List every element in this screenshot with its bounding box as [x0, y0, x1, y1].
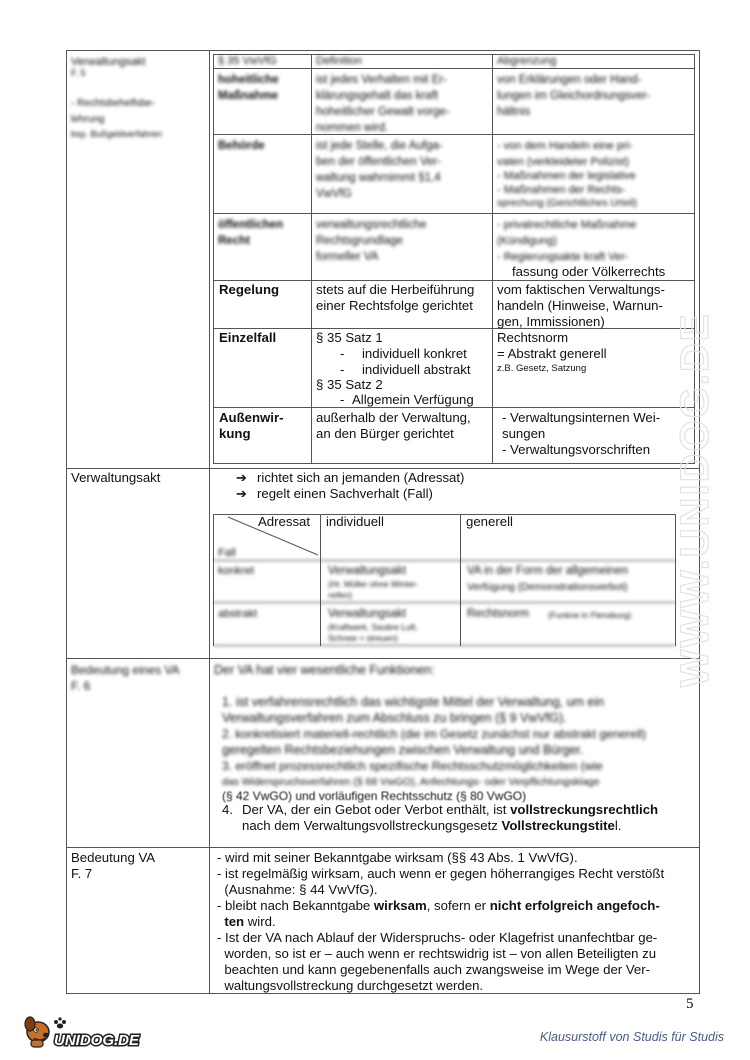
term-regelung: Regelung: [219, 282, 280, 297]
cell-text: Verwaltungsakt: [328, 565, 406, 577]
definition: formeller VA: [316, 251, 379, 263]
row-label: abstrakt: [218, 608, 258, 620]
header-generell: generell: [466, 514, 513, 529]
list-item: 2. konkretisiert materiell-rechtlich (die im Gesetz zunächst nur abstrakt generell): [222, 727, 647, 741]
border: [209, 847, 210, 993]
section-sub: lehrung: [71, 114, 105, 125]
definition: nommen wird.: [316, 122, 389, 134]
table-header: § 35 VwVfG: [218, 55, 277, 67]
section-title: Verwaltungsakt: [71, 56, 146, 68]
abgrenzung: vaten (verkleideter Polizist): [497, 156, 630, 168]
definition: -: [340, 392, 345, 407]
section-sub: F. 7: [71, 866, 93, 881]
cell-text: (Kraftwerk, Saubre Luft,: [328, 622, 418, 632]
definition: § 35 Satz 2: [316, 377, 383, 392]
cell-text: (Hr. Müller ohne Winter-: [328, 579, 419, 589]
svg-text:WWW.UNIDOG.DE: WWW.UNIDOG.DE: [673, 312, 717, 688]
abgrenzung: - Regierungsakte kraft Ver-: [497, 251, 629, 263]
unidog-logo: [22, 1012, 157, 1053]
list-item: worden, so ist er – auch wenn er rechtswidrig ist – von allen Beteiligten zu: [217, 946, 657, 961]
border: [213, 68, 695, 69]
abgrenzung: = Abstrakt generell: [497, 346, 607, 361]
term: hoheitliche: [218, 74, 279, 86]
list-number: 4.: [222, 802, 233, 817]
definition: ist jedes Verhalten mit Er-: [316, 74, 448, 86]
section-title: Bedeutung eines VA: [71, 663, 180, 677]
definition: ist jede Stelle, die Aufga-: [316, 140, 443, 152]
definition: § 35 Satz 1: [316, 330, 383, 345]
border: [460, 514, 461, 646]
abgrenzung: - Verwaltungsvorschriften: [502, 442, 651, 457]
list-item: Verwaltungsverfahren zum Abschluss zu bringen (§ 9 VwVfG).: [222, 711, 567, 725]
border: [209, 50, 210, 468]
list-item: (§ 42 VwGO) und vorläufigen Rechtsschutz (§ 80 VwGO): [222, 789, 527, 803]
abgrenzung: - von dem Handeln eine pri-: [497, 140, 633, 152]
term: Behörde: [218, 140, 265, 152]
cell-text: VA in der Form der allgemeinen: [467, 565, 628, 577]
list-item: geregelten Rechtsbeziehungen zwischen Verwaltung und Bürger.: [222, 743, 584, 757]
abgrenzung: Rechtsnorm: [497, 330, 569, 345]
row-label: konkret: [218, 565, 255, 577]
list-item: beachten und kann gegebenenfalls auch zwangsweise im Wege der Ver-: [217, 962, 651, 977]
list-item: waltungsvollstreckung durchgesetzt werden.: [217, 978, 484, 993]
term: öffentlichen: [218, 219, 284, 231]
bullet-text: richtet sich an jemanden (Adressat): [257, 470, 465, 485]
abgrenzung: sprechung (Gerichtliches Urteil): [497, 198, 638, 209]
list-item: - ist regelmäßig wirksam, auch wenn er gegen höherrangiges Recht verstößt: [217, 866, 665, 881]
list-item: Der VA, der ein Gebot oder Verbot enthält, ist vollstreckungsrechtlich: [242, 802, 659, 817]
abgrenzung: handeln (Hinweise, Warnun-: [497, 298, 663, 313]
term-einzelfall: Einzelfall: [219, 330, 277, 345]
section-sub: - Rechtsbehelfsbe-: [71, 98, 155, 109]
cell-text: Rechtsnorm: [467, 608, 529, 620]
list-item: 3. eröffnet prozessrechtlich spezifische Rechtsschutzmöglichkeiten (wie: [222, 759, 603, 773]
list-item: das Widerspruchsverfahren (§ 68 VwGO), Anfechtungs- oder Verpflichtungsklage: [222, 776, 600, 788]
border: [66, 50, 67, 468]
definition: waltung wahrnimmt §1,4: [316, 172, 441, 184]
border: [66, 468, 67, 658]
definition: verwaltungsrechtliche: [316, 219, 427, 231]
abgrenzung: vom faktischen Verwaltungs-: [497, 282, 665, 297]
border: [66, 847, 67, 993]
abgrenzung: z.B. Gesetz, Satzung: [497, 363, 587, 374]
definition: individuell konkret: [362, 346, 467, 361]
abgrenzung: von Erklärungen oder Hand-: [497, 74, 642, 86]
intro-text: Der VA hat vier wesentliche Funktionen:: [214, 663, 435, 677]
cell-text: (Funkne in Flensburg): [548, 610, 632, 620]
footer-slogan: Klausurstoff von Studis für Studis: [539, 1030, 724, 1044]
definition: Allgemein Verfügung: [352, 392, 474, 407]
header-adressat: Adressat: [258, 514, 311, 529]
arrow-icon: ➔: [236, 470, 248, 485]
border: [66, 50, 700, 51]
list-item: ten wird.: [217, 914, 276, 929]
list-item: nach dem Verwaltungsvollstreckungsgesetz Vollstreckungstitel.: [242, 818, 622, 833]
arrow-icon: ➔: [236, 486, 248, 501]
term: Maßnahme: [218, 90, 279, 102]
abgrenzung: - Verwaltungsinternen Wei-: [502, 410, 661, 425]
border: [213, 328, 695, 329]
definition: Rechtsgrundlage: [316, 235, 403, 247]
list-item: - wird mit seiner Bekanntgabe wirksam (§§ 43 Abs. 1 VwVfG).: [217, 850, 578, 865]
cell-text: reifen): [328, 590, 353, 600]
dog-logo-icon: [22, 1012, 157, 1050]
border: [66, 658, 67, 848]
border: [320, 514, 321, 646]
header-fall: Fall: [218, 547, 236, 559]
definition: klärungsgehalt das kraft: [316, 90, 439, 102]
border: [213, 213, 695, 214]
border: [699, 847, 700, 993]
definition: individuell abstrakt: [362, 362, 471, 377]
definition: stets auf die Herbeiführung: [316, 282, 475, 297]
abgrenzung: - privatrechtliche Maßnahme: [497, 219, 637, 231]
border: [209, 658, 210, 848]
abgrenzung: fassung oder Völkerrechts: [512, 264, 666, 279]
table-header: Definition: [316, 55, 362, 67]
watermark: [668, 280, 748, 720]
cell-text: Schnee = streuen): [328, 633, 398, 643]
definition: VwVfG: [316, 188, 352, 200]
border: [66, 658, 700, 659]
page-number: 5: [686, 996, 694, 1012]
term-aussenwirkung: kung: [219, 426, 251, 441]
border: [209, 468, 210, 658]
header-individuell: individuell: [326, 514, 384, 529]
abgrenzung: - Maßnahmen der legislative: [497, 170, 636, 182]
definition: -: [340, 346, 345, 361]
border: [311, 54, 312, 464]
definition: hoheitlicher Gewalt vorge-: [316, 106, 450, 118]
border: [213, 54, 695, 55]
abgrenzung: (Kündigung): [497, 235, 557, 247]
section-sub: F. 5: [71, 68, 86, 78]
border: [213, 134, 695, 135]
border: [66, 468, 700, 469]
section-sub: F. 6: [71, 679, 91, 693]
table-header: Abgrenzung: [497, 55, 557, 67]
bullet-text: regelt einen Sachverhalt (Fall): [257, 486, 433, 501]
section-title: Bedeutung VA: [71, 850, 156, 865]
definition: außerhalb der Verwaltung,: [316, 410, 471, 425]
svg-text:UNIDOG.DE: UNIDOG.DE: [54, 1032, 140, 1049]
border: [213, 280, 695, 281]
list-item: - Ist der VA nach Ablauf der Widerspruchs- oder Klagefrist unanfechtbar ge-: [217, 930, 658, 945]
list-item: (Ausnahme: § 44 VwVfG).: [217, 882, 378, 897]
term: Recht: [218, 235, 250, 247]
definition: an den Bürger gerichtet: [316, 426, 454, 441]
border: [492, 54, 493, 464]
abgrenzung: - Maßnahmen der Rechts-: [497, 184, 626, 196]
abgrenzung: hältnis: [497, 106, 531, 118]
cell-text: Verfügung (Demonstrationsverbot): [467, 581, 628, 593]
abgrenzung: lungen im Gleichordnungsver-: [497, 90, 651, 102]
list-item: 1. ist verfahrensrechtlich das wichtigste Mittel der Verwaltung, um ein: [222, 695, 605, 709]
definition: -: [340, 362, 345, 377]
abgrenzung: gen, Immissionen): [497, 314, 605, 329]
term-aussenwirkung: Außenwir-: [219, 410, 284, 425]
border: [213, 54, 214, 464]
cell-text: Verwaltungsakt: [328, 608, 406, 620]
definition: ben der öffentlichen Ver-: [316, 156, 442, 168]
abgrenzung: sungen: [502, 426, 546, 441]
section-sub: bsp. Bußgeldverfahren: [71, 129, 163, 139]
list-item: - bleibt nach Bekanntgabe wirksam, sofern er nicht erfolgreich angefoch-: [217, 898, 660, 913]
border: [66, 847, 700, 848]
definition: einer Rechtsfolge gerichtet: [316, 298, 473, 313]
border: [213, 463, 695, 464]
section-title: Verwaltungsakt: [71, 470, 161, 485]
